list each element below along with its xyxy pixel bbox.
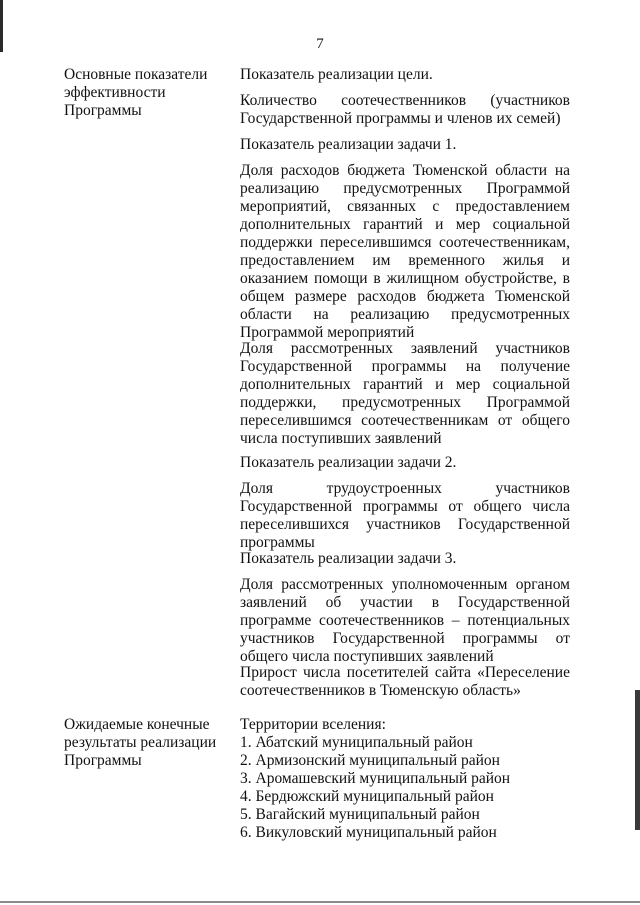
task1-indicator-text-a: Доля расходов бюджета Тюменской области на реализацию предусмотренных Программой мероприятий, связанных с предоставлением дополнительных гарантий и мер социальной поддержки переселившимся соотечественникам, предоставлением им временного жилья и оказанием помощи в жилищном обустройстве, в общем размере расходов бюджета Тюменской области на реализацию предусмотренных Программой мероприятий xyxy=(240,162,570,341)
task3-indicator-text: Доля рассмотренных уполномоченным органом заявлений об участии в Государственной программе соотечественников – потенциальных участников Государственной программы от общего числа поступивших заявлений xyxy=(240,576,570,665)
territory-list-item: 3. Аромашевский муниципальный район xyxy=(240,770,511,787)
territories-heading: Территории вселения: xyxy=(240,716,386,733)
page-number: 7 xyxy=(316,36,324,52)
task1-indicator-text-b: Доля рассмотренных заявлений участников Государственной программы на получение дополнительных гарантий и мер социальной поддержки, предусмотренных Программой переселившимся соотечественникам от общего числа поступивших заявлений xyxy=(240,340,570,447)
results-body xyxy=(240,716,570,842)
territory-list-item: 6. Викуловский муниципальный район xyxy=(240,824,497,841)
task3-indicator-heading: Показатель реализации задачи 3. xyxy=(240,550,457,567)
territory-list-item: 4. Бердюжский муниципальный район xyxy=(240,788,494,805)
territory-list-item: 2. Армизонский муниципальный район xyxy=(240,752,500,769)
results-label: Ожидаемые конечные результаты реализации Программы xyxy=(64,716,217,769)
territory-list-item: 1. Абатский муниципальный район xyxy=(240,734,473,751)
goal-indicator-heading: Показатель реализации цели. xyxy=(240,66,433,83)
goal-indicator-text: Количество соотечественников (участников Государственной программы и членов их семей) xyxy=(240,92,570,127)
scan-edge-mark-right xyxy=(635,690,640,830)
task1-indicator-heading: Показатель реализации задачи 1. xyxy=(240,136,457,153)
territory-list-item: 5. Вагайский муниципальный район xyxy=(240,806,480,823)
indicators-label: Основные показатели эффективности Программы xyxy=(64,66,208,119)
scan-edge-line-bottom xyxy=(0,901,640,903)
task2-indicator-text: Доля трудоустроенных участников Государственной программы от общего числа переселившихся участников Государственной программы xyxy=(240,480,570,551)
website-visitors-indicator-text: Прирост числа посетителей сайта «Переселение соотечественников в Тюменскую область» xyxy=(240,664,570,699)
task2-indicator-heading: Показатель реализации задачи 2. xyxy=(240,454,457,471)
